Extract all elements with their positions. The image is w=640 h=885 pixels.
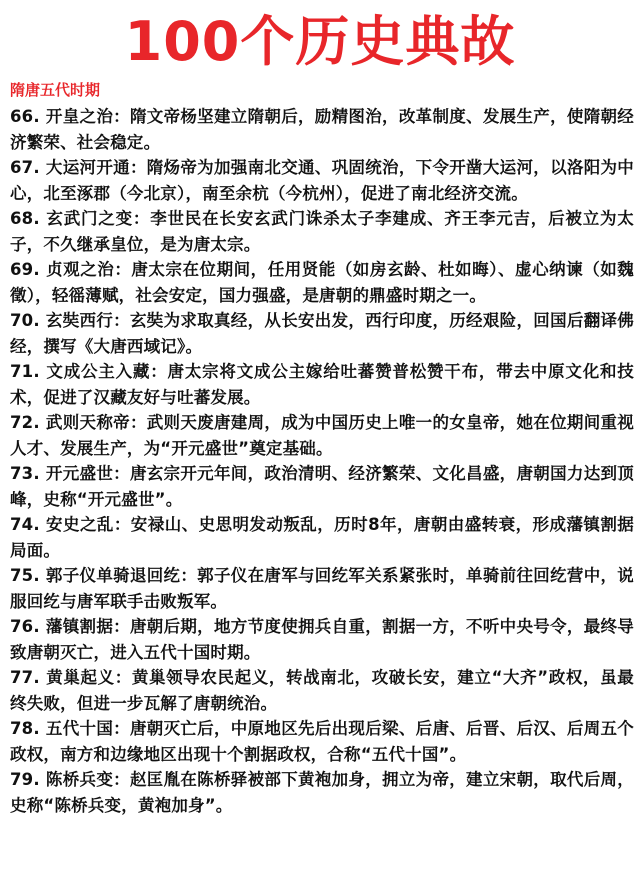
entry-number: 75. — [10, 566, 40, 585]
entry-number: 71. — [10, 362, 40, 381]
entry-77 — [10, 665, 634, 716]
entry-name: 郭子仪单骑退回纥 — [45, 566, 181, 585]
entry-number: 69. — [10, 260, 40, 279]
entry-text: 武则天废唐建周，成为中国历史上唯一的女皇帝，她在位期间重视人才、发展生产，为“开元盛世”奠定基础。 — [10, 413, 634, 458]
entry-name: 藩镇割据 — [45, 617, 114, 636]
entry-75 — [10, 563, 634, 614]
entry-name: 文成公主入藏 — [46, 362, 151, 381]
entry-colon: ： — [113, 107, 130, 126]
entry-colon: ： — [113, 770, 130, 789]
entry-name: 玄奘西行 — [45, 311, 114, 330]
entry-text: 隋炀帝为加强南北交通、巩固统治，下令开凿大运河，以洛阳为中心，北至涿郡（今北京），南至余杭（今杭州），促进了南北经济交流。 — [10, 158, 634, 203]
entry-colon: ： — [113, 515, 131, 534]
entry-number: 70. — [10, 311, 40, 330]
entry-colon: ： — [113, 719, 130, 738]
entry-72 — [10, 410, 634, 461]
entry-name: 开皇之治 — [45, 107, 114, 126]
entry-text: 郭子仪在唐军与回纥军关系紧张时，单骑前往回纥营中，说服回纥与唐军联手击败叛军。 — [10, 566, 635, 611]
entry-name: 开元盛世 — [45, 464, 114, 483]
entry-73 — [10, 461, 634, 512]
entry-name: 玄武门之变 — [46, 209, 133, 228]
entry-text: 唐朝灭亡后，中原地区先后出现后梁、后唐、后晋、后汉、后周五个政权，南方和边缘地区出现十个割据政权，合称“五代十国”。 — [10, 719, 635, 764]
entry-colon: ： — [114, 668, 132, 687]
entry-name: 贞观之治 — [46, 260, 115, 279]
entry-70 — [10, 308, 634, 359]
entry-number: 77. — [10, 668, 40, 687]
entry-name: 陈桥兵变 — [45, 770, 114, 789]
entry-number: 66. — [10, 107, 40, 126]
entry-76 — [10, 614, 634, 665]
entry-colon: ： — [113, 311, 130, 330]
entry-text: 唐玄宗开元年间，政治清明、经济繁荣、文化昌盛，唐朝国力达到顶峰，史称“开元盛世”。 — [10, 464, 635, 509]
entry-number: 79. — [10, 770, 40, 789]
entry-69 — [10, 257, 634, 308]
entry-name: 大运河开通 — [45, 158, 130, 177]
entry-name: 黄巢起义 — [46, 668, 115, 687]
entry-colon: ： — [129, 158, 147, 177]
entry-number: 76. — [10, 617, 40, 636]
entry-67 — [10, 155, 634, 206]
section-heading: 隋唐五代时期 — [10, 81, 101, 99]
entry-68 — [10, 206, 634, 257]
page-title: 100个历史典故 — [124, 10, 516, 73]
entry-number: 68. — [10, 209, 40, 228]
entry-text: 安禄山、史思明发动叛乱，历时8年，唐朝由盛转衰，形成藩镇割据局面。 — [10, 515, 634, 560]
entry-name: 武则天称帝 — [45, 413, 130, 432]
entry-list — [10, 104, 634, 818]
entry-text: 玄奘为求取真经，从长安出发，西行印度，历经艰险，回国后翻译佛经，撰写《大唐西域记》。 — [10, 311, 635, 356]
entry-78 — [10, 716, 634, 767]
entry-number: 67. — [10, 158, 40, 177]
entry-colon: ： — [150, 362, 168, 381]
entry-colon: ： — [114, 260, 132, 279]
entry-name: 五代十国 — [45, 719, 114, 738]
entry-text: 唐太宗在位期间，任用贤能（如房玄龄、杜如晦）、虚心纳谏（如魏徵），轻徭薄赋，社会安定，国力强盛，是唐朝的鼎盛时期之一。 — [10, 260, 635, 305]
entry-text: 李世民在长安玄武门诛杀太子李建成、齐王李元吉，后被立为太子，不久继承皇位，是为唐太宗。 — [10, 209, 634, 254]
entry-66 — [10, 104, 634, 155]
entry-text: 唐朝后期，地方节度使拥兵自重，割据一方，不听中央号令，最终导致唐朝灭亡，进入五代十国时期。 — [10, 617, 635, 662]
entry-text: 赵匡胤在陈桥驿被部下黄袍加身，拥立为帝，建立宋朝，取代后周，史称“陈桥兵变，黄袍加身”。 — [10, 770, 635, 815]
entry-colon: ： — [113, 617, 130, 636]
entry-number: 74. — [10, 515, 40, 534]
entry-number: 72. — [10, 413, 40, 432]
entry-74 — [10, 512, 634, 563]
entry-number: 73. — [10, 464, 40, 483]
entry-colon: ： — [113, 464, 130, 483]
entry-text: 隋文帝杨坚建立隋朝后，励精图治，改革制度、发展生产，使隋朝经济繁荣、社会稳定。 — [10, 107, 635, 152]
entry-colon: ： — [129, 413, 147, 432]
entry-71 — [10, 359, 634, 410]
entry-colon: ： — [132, 209, 151, 228]
entry-number: 78. — [10, 719, 40, 738]
entry-text: 黄巢领导农民起义，转战南北，攻破长安，建立“大齐”政权，虽最终失败，但进一步瓦解了唐朝统治。 — [10, 668, 634, 713]
entry-colon: ： — [180, 566, 198, 585]
entry-79 — [10, 767, 634, 818]
entry-name: 安史之乱 — [46, 515, 114, 534]
entry-text: 唐太宗将文成公主嫁给吐蕃赞普松赞干布，带去中原文化和技术，促进了汉藏友好与吐蕃发展。 — [10, 362, 635, 407]
